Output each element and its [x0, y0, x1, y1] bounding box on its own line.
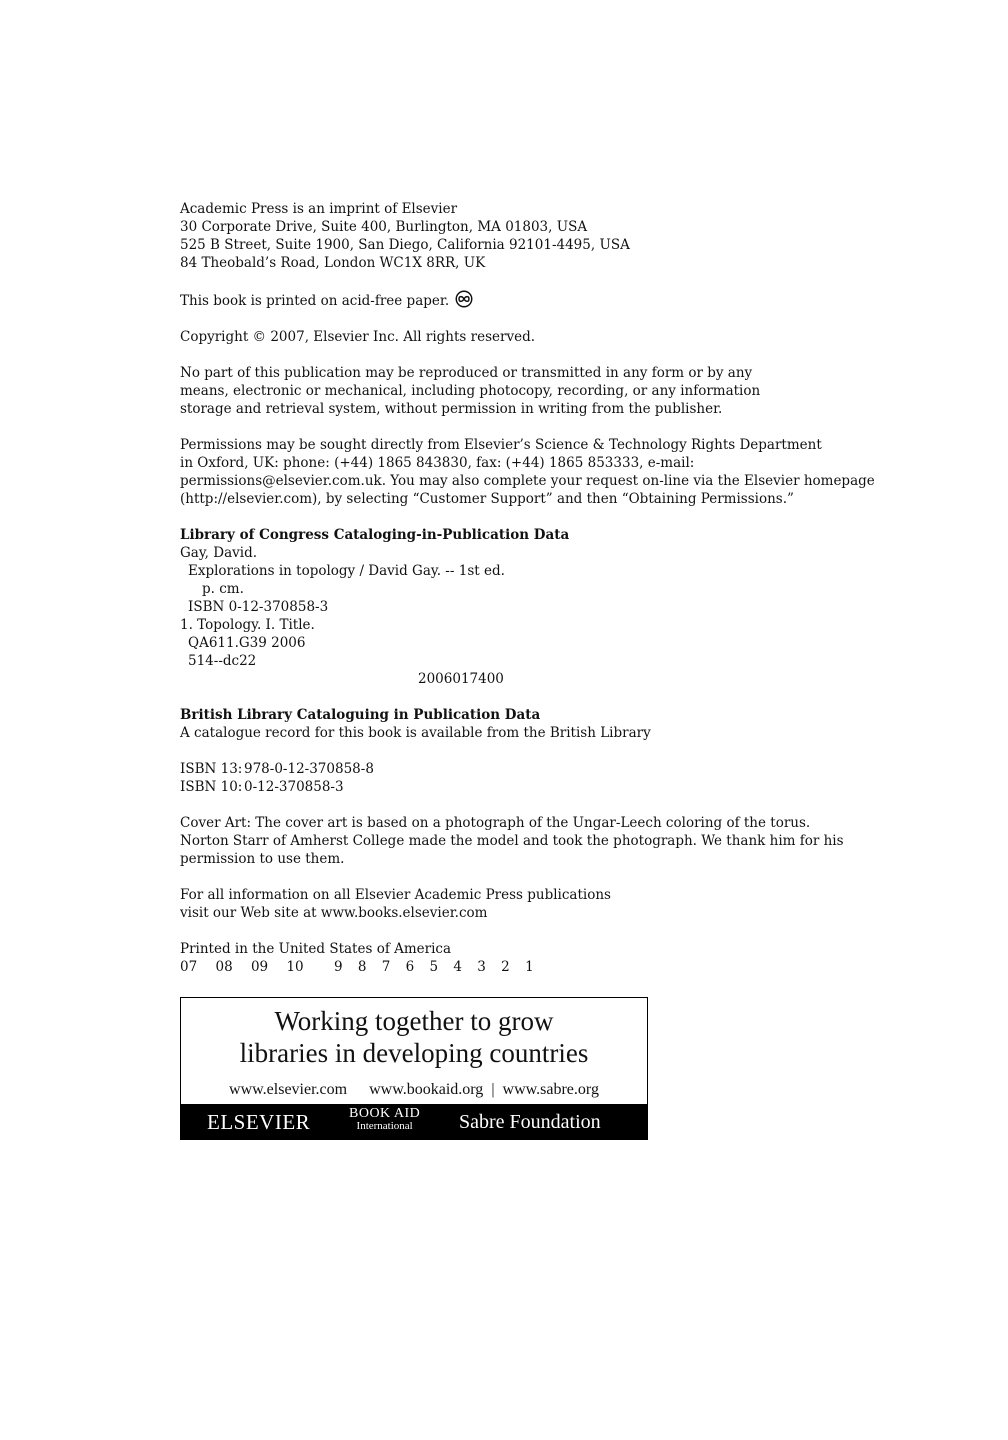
info-line-1: For all information on all Elsevier Academic Press publications [180, 887, 611, 903]
isbn-10 [180, 778, 860, 796]
url-elsevier: www.elsevier.com [229, 1081, 348, 1098]
impression-number: 2 [501, 959, 510, 975]
bookaid-logo-bottom: International [356, 1120, 413, 1132]
impression-number: 7 [381, 959, 391, 975]
isbn-10-label: ISBN 10: [180, 779, 243, 795]
british-library-text: A catalogue record for this book is available from the British Library [180, 725, 651, 741]
loc-subjects: 1. Topology. I. Title. [180, 617, 315, 633]
loc-call-number: QA611.G39 2006 [188, 635, 306, 651]
sabre-foundation-logo: Sabre Foundation [459, 1111, 601, 1133]
bookaid-logo-top: BOOK AID [349, 1106, 421, 1121]
libraries-banner [180, 997, 648, 1140]
loc-pcm: p. cm. [202, 581, 244, 597]
impression-number: 6 [405, 959, 415, 975]
acid-free-paper-icon [455, 290, 473, 308]
loc-author: Gay, David. [180, 545, 257, 561]
loc-dewey: 514--dc22 [188, 653, 257, 669]
copyright-page [180, 200, 875, 976]
url-sabre: www.sabre.org [502, 1081, 599, 1098]
year-number: 10 [286, 959, 304, 975]
impression-number: 9 [333, 959, 343, 975]
imprint-line: Academic Press is an imprint of Elsevier [180, 201, 458, 217]
british-library-heading: British Library Cataloguing in Publication Data [180, 707, 541, 723]
loc-heading: Library of Congress Cataloging-in-Publication Data [180, 527, 570, 543]
impression-number: 8 [357, 959, 367, 975]
reproduction-line-3: storage and retrieval system, without permission in writing from the publisher. [180, 401, 723, 417]
loc-title: Explorations in topology / David Gay. -- 1st ed. [188, 563, 505, 579]
banner-title-line-1: Working together to grow [274, 1006, 554, 1036]
year-number: 09 [250, 959, 269, 975]
url-bookaid: www.bookaid.org [369, 1081, 484, 1098]
reproduction-line-2: means, electronic or mechanical, including photocopy, recording, or any information [180, 383, 761, 399]
impression-number: 5 [429, 959, 439, 975]
banner-title-line-2: libraries in developing countries [239, 1038, 589, 1068]
loc-lccn: 2006017400 [418, 671, 504, 687]
print-line-numbers [180, 958, 860, 976]
impression-number: 4 [453, 959, 462, 975]
elsevier-logo: ELSEVIER [207, 1110, 311, 1134]
cover-art-line-2: Norton Starr of Amherst College made the model and took the photograph. We thank him for his [180, 833, 844, 849]
permissions-line-2: in Oxford, UK: phone: (+44) 1865 843830, fax: (+44) 1865 853333, e-mail: [180, 455, 695, 471]
permissions-line-1: Permissions may be sought directly from Elsevier’s Science & Technology Rights Department [180, 437, 822, 453]
address-burlington: 30 Corporate Drive, Suite 400, Burlington, MA 01803, USA [180, 219, 588, 235]
bookaid-logo [349, 1107, 420, 1133]
year-number: 07 [180, 959, 198, 975]
address-san-diego: 525 B Street, Suite 1900, San Diego, California 92101-4495, USA [180, 237, 630, 253]
acid-free-statement [180, 290, 860, 310]
isbn-13-label: ISBN 13: [180, 761, 243, 777]
url-separator: | [491, 1081, 495, 1098]
impression-number: 1 [525, 959, 534, 975]
isbn-13-value: 978-0-12-370858-8 [244, 761, 374, 777]
banner-urls [181, 1081, 647, 1099]
address-london: 84 Theobald’s Road, London WC1X 8RR, UK [180, 255, 486, 271]
printed-in: Printed in the United States of America [180, 941, 452, 957]
banner-logo-bar [181, 1104, 647, 1139]
permissions-line-3: permissions@elsevier.com.uk. You may also complete your request on-line via the Elsevier homepage [180, 473, 875, 489]
reproduction-line-1: No part of this publication may be reproduced or transmitted in any form or by any [180, 365, 753, 381]
copyright-notice: Copyright © 2007, Elsevier Inc. All rights reserved. [180, 329, 536, 345]
impression-number: 3 [477, 959, 486, 975]
year-number: 08 [215, 959, 233, 975]
info-line-2: visit our Web site at www.books.elsevier.com [180, 905, 488, 921]
acid-free-text: This book is printed on acid-free paper. [180, 293, 450, 309]
isbn-10-value: 0-12-370858-3 [244, 779, 344, 795]
permissions-line-4: (http://elsevier.com), by selecting “Customer Support” and then “Obtaining Permissions.” [180, 491, 794, 507]
isbn-13 [180, 760, 860, 778]
banner-title [181, 1005, 647, 1069]
cover-art-line-3: permission to use them. [180, 851, 345, 867]
loc-isbn: ISBN 0-12-370858-3 [188, 599, 329, 615]
cover-art-line-1: Cover Art: The cover art is based on a photograph of the Ungar-Leech coloring of the torus. [180, 815, 811, 831]
